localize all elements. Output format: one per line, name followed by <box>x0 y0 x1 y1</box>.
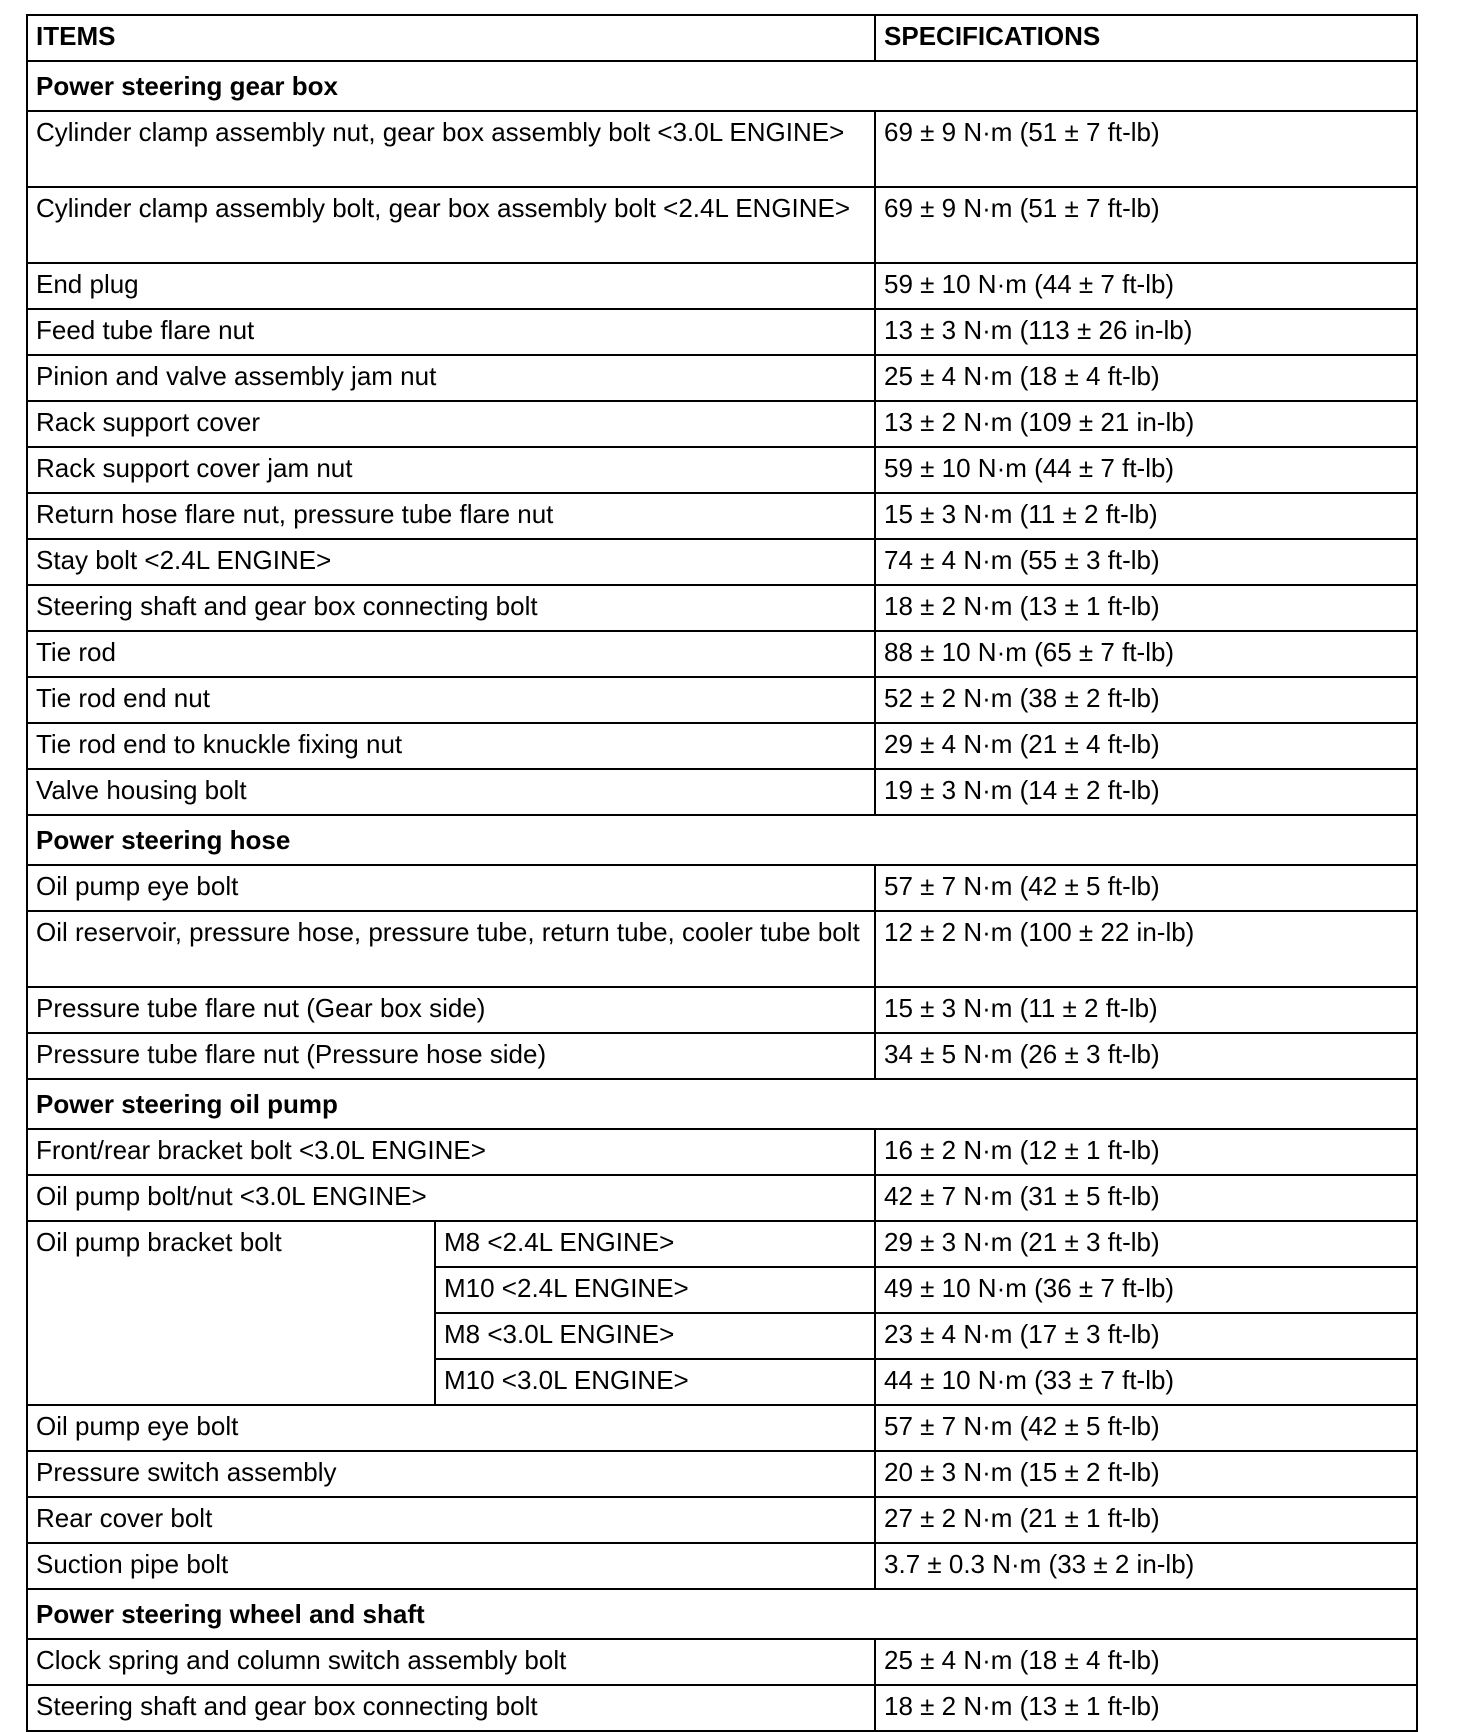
item-cell: End plug <box>27 263 875 309</box>
section-title: Power steering gear box <box>27 61 1417 111</box>
table-row <box>27 1639 1417 1685</box>
spec-cell: 57 ± 7 N·m (42 ± 5 ft-lb) <box>875 1405 1417 1451</box>
item-cell: Cylinder clamp assembly nut, gear box assembly bolt <3.0L ENGINE> <box>27 111 875 187</box>
spec-cell: 34 ± 5 N·m (26 ± 3 ft-lb) <box>875 1033 1417 1079</box>
spec-cell: 12 ± 2 N·m (100 ± 22 in-lb) <box>875 911 1417 987</box>
item-cell: Feed tube flare nut <box>27 309 875 355</box>
sub-item-cell: M8 <3.0L ENGINE> <box>435 1313 875 1359</box>
table-row <box>27 1221 1417 1267</box>
sub-item-cell: M10 <3.0L ENGINE> <box>435 1359 875 1405</box>
table-row <box>27 1033 1417 1079</box>
header-items: ITEMS <box>27 15 875 61</box>
item-cell: Rear cover bolt <box>27 1497 875 1543</box>
spec-cell: 25 ± 4 N·m (18 ± 4 ft-lb) <box>875 1639 1417 1685</box>
table-row <box>27 447 1417 493</box>
spec-cell: 13 ± 3 N·m (113 ± 26 in-lb) <box>875 309 1417 355</box>
table-row <box>27 187 1417 263</box>
spec-cell: 29 ± 4 N·m (21 ± 4 ft-lb) <box>875 723 1417 769</box>
item-cell: Tie rod end to knuckle fixing nut <box>27 723 875 769</box>
table-row <box>27 911 1417 987</box>
table-row <box>27 1405 1417 1451</box>
spec-cell: 57 ± 7 N·m (42 ± 5 ft-lb) <box>875 865 1417 911</box>
table-row <box>27 585 1417 631</box>
table-row <box>27 1175 1417 1221</box>
spec-cell: 42 ± 7 N·m (31 ± 5 ft-lb) <box>875 1175 1417 1221</box>
table-row <box>27 309 1417 355</box>
section-title: Power steering wheel and shaft <box>27 1589 1417 1639</box>
spec-cell: 25 ± 4 N·m (18 ± 4 ft-lb) <box>875 355 1417 401</box>
item-cell: Pressure tube flare nut (Gear box side) <box>27 987 875 1033</box>
header-row <box>27 15 1417 61</box>
spec-cell: 59 ± 10 N·m (44 ± 7 ft-lb) <box>875 263 1417 309</box>
table-row <box>27 111 1417 187</box>
spec-cell: 88 ± 10 N·m (65 ± 7 ft-lb) <box>875 631 1417 677</box>
item-cell: Clock spring and column switch assembly bolt <box>27 1639 875 1685</box>
item-cell: Valve housing bolt <box>27 769 875 815</box>
section-row <box>27 61 1417 111</box>
table-row <box>27 677 1417 723</box>
table-row <box>27 631 1417 677</box>
spec-cell: 18 ± 2 N·m (13 ± 1 ft-lb) <box>875 1685 1417 1731</box>
table-row <box>27 987 1417 1033</box>
table-row <box>27 263 1417 309</box>
spec-cell: 29 ± 3 N·m (21 ± 3 ft-lb) <box>875 1221 1417 1267</box>
spec-cell: 59 ± 10 N·m (44 ± 7 ft-lb) <box>875 447 1417 493</box>
table-row <box>27 769 1417 815</box>
table-row <box>27 1451 1417 1497</box>
item-cell: Tie rod end nut <box>27 677 875 723</box>
spec-cell: 15 ± 3 N·m (11 ± 2 ft-lb) <box>875 493 1417 539</box>
sub-item-cell: M8 <2.4L ENGINE> <box>435 1221 875 1267</box>
spec-table <box>26 14 1418 1732</box>
item-cell: Oil pump bracket bolt <box>27 1221 435 1405</box>
table-row <box>27 865 1417 911</box>
spec-cell: 15 ± 3 N·m (11 ± 2 ft-lb) <box>875 987 1417 1033</box>
spec-cell: 69 ± 9 N·m (51 ± 7 ft-lb) <box>875 111 1417 187</box>
spec-cell: 20 ± 3 N·m (15 ± 2 ft-lb) <box>875 1451 1417 1497</box>
spec-cell: 52 ± 2 N·m (38 ± 2 ft-lb) <box>875 677 1417 723</box>
item-cell: Front/rear bracket bolt <3.0L ENGINE> <box>27 1129 875 1175</box>
table-row <box>27 493 1417 539</box>
item-cell: Oil pump eye bolt <box>27 865 875 911</box>
item-cell: Cylinder clamp assembly bolt, gear box assembly bolt <2.4L ENGINE> <box>27 187 875 263</box>
table-row <box>27 1685 1417 1731</box>
item-cell: Pinion and valve assembly jam nut <box>27 355 875 401</box>
spec-cell: 74 ± 4 N·m (55 ± 3 ft-lb) <box>875 539 1417 585</box>
item-cell: Rack support cover jam nut <box>27 447 875 493</box>
item-cell: Oil pump eye bolt <box>27 1405 875 1451</box>
section-title: Power steering hose <box>27 815 1417 865</box>
table-row <box>27 1543 1417 1589</box>
spec-cell: 3.7 ± 0.3 N·m (33 ± 2 in-lb) <box>875 1543 1417 1589</box>
header-specifications: SPECIFICATIONS <box>875 15 1417 61</box>
section-row <box>27 815 1417 865</box>
item-cell: Oil reservoir, pressure hose, pressure tube, return tube, cooler tube bolt <box>27 911 875 987</box>
table-row <box>27 401 1417 447</box>
sub-item-cell: M10 <2.4L ENGINE> <box>435 1267 875 1313</box>
item-cell: Tie rod <box>27 631 875 677</box>
item-cell: Oil pump bolt/nut <3.0L ENGINE> <box>27 1175 875 1221</box>
item-cell: Steering shaft and gear box connecting bolt <box>27 585 875 631</box>
spec-cell: 19 ± 3 N·m (14 ± 2 ft-lb) <box>875 769 1417 815</box>
spec-cell: 27 ± 2 N·m (21 ± 1 ft-lb) <box>875 1497 1417 1543</box>
section-row <box>27 1589 1417 1639</box>
section-title: Power steering oil pump <box>27 1079 1417 1129</box>
spec-cell: 23 ± 4 N·m (17 ± 3 ft-lb) <box>875 1313 1417 1359</box>
table-row <box>27 1497 1417 1543</box>
table-row <box>27 539 1417 585</box>
section-row <box>27 1079 1417 1129</box>
spec-cell: 44 ± 10 N·m (33 ± 7 ft-lb) <box>875 1359 1417 1405</box>
item-cell: Steering shaft and gear box connecting bolt <box>27 1685 875 1731</box>
table-row <box>27 355 1417 401</box>
item-cell: Pressure switch assembly <box>27 1451 875 1497</box>
spec-cell: 49 ± 10 N·m (36 ± 7 ft-lb) <box>875 1267 1417 1313</box>
item-cell: Suction pipe bolt <box>27 1543 875 1589</box>
spec-cell: 69 ± 9 N·m (51 ± 7 ft-lb) <box>875 187 1417 263</box>
spec-cell: 18 ± 2 N·m (13 ± 1 ft-lb) <box>875 585 1417 631</box>
item-cell: Stay bolt <2.4L ENGINE> <box>27 539 875 585</box>
spec-cell: 16 ± 2 N·m (12 ± 1 ft-lb) <box>875 1129 1417 1175</box>
item-cell: Rack support cover <box>27 401 875 447</box>
item-cell: Pressure tube flare nut (Pressure hose side) <box>27 1033 875 1079</box>
table-row <box>27 1129 1417 1175</box>
spec-cell: 13 ± 2 N·m (109 ± 21 in-lb) <box>875 401 1417 447</box>
table-row <box>27 723 1417 769</box>
item-cell: Return hose flare nut, pressure tube flare nut <box>27 493 875 539</box>
